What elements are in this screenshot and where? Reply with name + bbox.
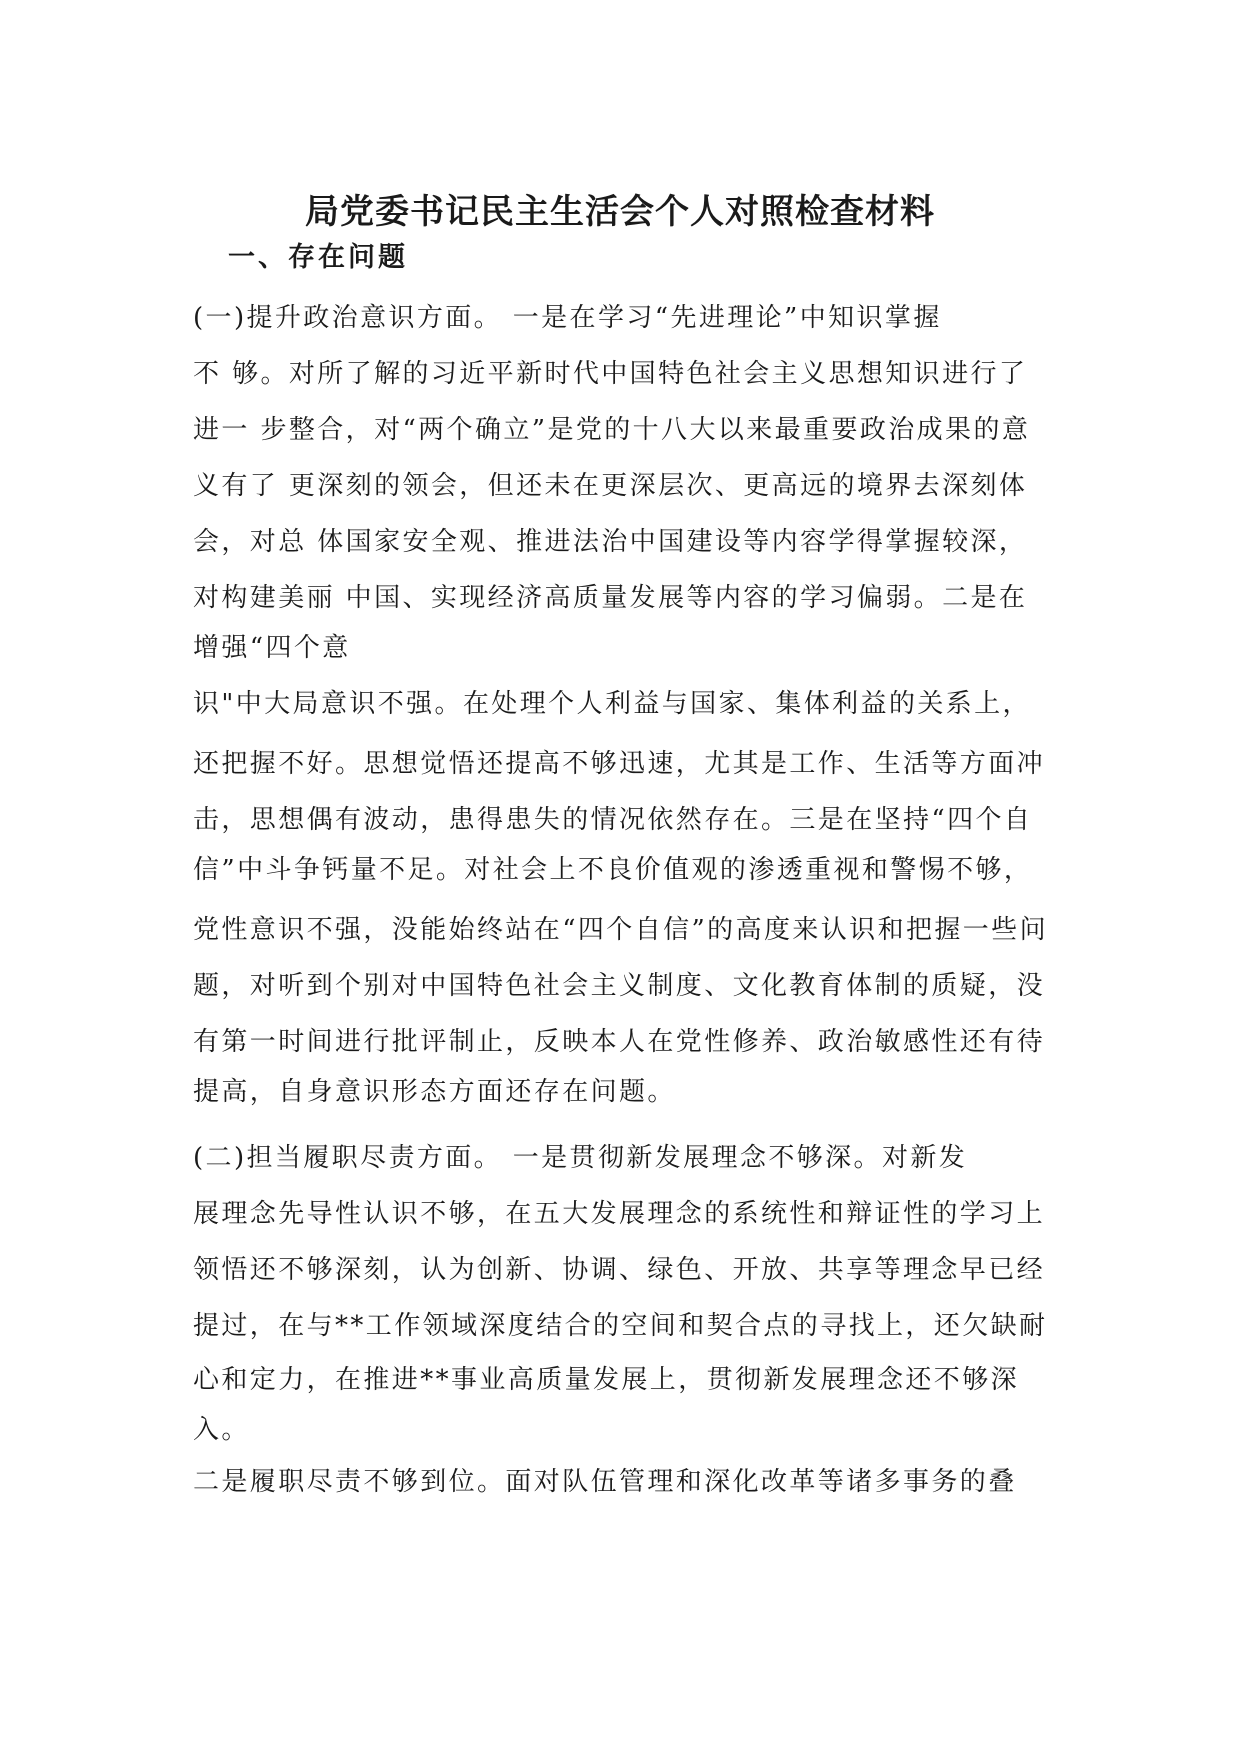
body-line: 信”中斗争钙量不足。对社会上不良价值观的渗透重视和警惕不够， bbox=[193, 855, 1033, 885]
document-title: 局党委书记民主生活会个人对照检查材料 bbox=[305, 192, 935, 232]
body-line: 二是履职尽责不够到位。面对队伍管理和深化改革等诸多事务的叠 bbox=[193, 1467, 1017, 1497]
body-line: 领悟还不够深刻，认为创新、协调、绿色、开放、共享等理念早已经 bbox=[193, 1255, 1046, 1285]
body-line: 题，对听到个别对中国特色社会主义制度、文化教育体制的质疑，没 bbox=[193, 971, 1046, 1001]
body-line: 不 够。对所了解的习近平新时代中国特色社会主义思想知识进行了 bbox=[193, 359, 1028, 389]
body-line: (一)提升政治意识方面。 一是在学习“先进理论”中知识掌握 bbox=[193, 303, 942, 333]
body-line: 对构建美丽 中国、实现经济高质量发展等内容的学习偏弱。二是在 bbox=[193, 583, 1028, 613]
body-line: 展理念先导性认识不够，在五大发展理念的系统性和辩证性的学习上 bbox=[193, 1199, 1046, 1229]
body-line: 有第一时间进行批评制止，反映本人在党性修养、政治敏感性还有待 bbox=[193, 1027, 1046, 1057]
body-line: 心和定力，在推进**事业高质量发展上，贯彻新发展理念还不够深 bbox=[193, 1365, 1020, 1395]
section-heading: 一、存在问题 bbox=[228, 242, 408, 273]
body-line: 入。 bbox=[193, 1415, 250, 1445]
body-line: 增强“四个意 bbox=[193, 633, 351, 663]
body-line: (二)担当履职尽责方面。 一是贯彻新发展理念不够深。对新发 bbox=[193, 1143, 968, 1173]
body-line: 还把握不好。思想觉悟还提高不够迅速，尤其是工作、生活等方面冲 bbox=[193, 749, 1046, 779]
body-line: 义有了 更深刻的领会，但还未在更深层次、更高远的境界去深刻体 bbox=[193, 471, 1028, 501]
body-line: 党性意识不强，没能始终站在“四个自信”的高度来认识和把握一些问 bbox=[193, 915, 1048, 945]
body-line: 提高，自身意识形态方面还存在问题。 bbox=[193, 1077, 676, 1107]
body-line: 击，思想偶有波动，患得患失的情况依然存在。三是在坚持“四个自 bbox=[193, 805, 1033, 835]
body-line: 识"中大局意识不强。在处理个人利益与国家、集体利益的关系上， bbox=[193, 689, 1031, 719]
body-line: 进一 步整合，对“两个确立”是党的十八大以来最重要政治成果的意 bbox=[193, 415, 1031, 445]
body-line: 提过，在与**工作领域深度结合的空间和契合点的寻找上，还欠缺耐 bbox=[193, 1311, 1048, 1341]
body-line: 会，对总 体国家安全观、推进法治中国建设等内容学得掌握较深， bbox=[193, 527, 1028, 557]
